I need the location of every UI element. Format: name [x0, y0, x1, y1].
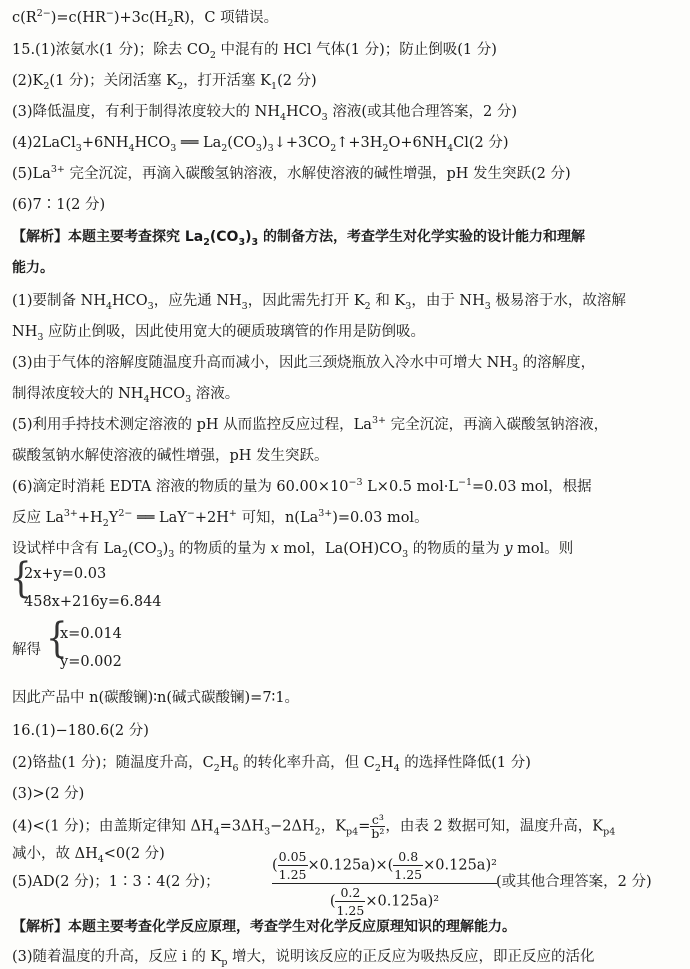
- q15-3: (3)降低温度，有利于制得浓度较大的 $NH_4HCO_3$ 溶液(或其他合理答案，2 分): [12, 104, 517, 123]
- equation: y=0.002: [60, 654, 122, 670]
- q16-4-cont: 减小，故 $\Delta H_4<0(2$ 分): [12, 846, 165, 865]
- fraction: $\frac{\text{c³}}{\text{b²}}$: [371, 812, 385, 842]
- equation: 458x+216y=6.844: [24, 594, 162, 610]
- analysis-heading: 【解析】本题主要考查化学反应原理，考查学生对化学反应原理知识的理解能力。: [12, 919, 516, 935]
- text-line: 制得浓度较大的 $NH_4HCO_3$ 溶液。: [12, 386, 240, 405]
- equation: x=0.014: [60, 626, 122, 642]
- equation: 2x+y=0.03: [24, 566, 107, 582]
- text-line: 碳酸氢钠水解使溶液的碱性增强，pH 发生突跃。: [12, 448, 329, 464]
- q15-1: 15.(1)浓氨水(1 分)；除去 $CO_2$ 中混有的 HCl 气体(1 分)；防止倒吸(1 分): [12, 42, 497, 61]
- text-line: $c(R^{2-})=c(HR^-)+3c(H_2R)$，C 项错误。: [12, 8, 279, 29]
- text-line: (3)随着温度的升高，反应 i 的 $K_p$ 增大，说明该反应的正反应为吸热反应，即正反应的活化: [12, 949, 595, 968]
- q16-5: (5)AD(2 分)；1∶3∶4(2 分)；: [12, 874, 220, 890]
- text-line: $NH_3$ 应防止倒吸，因此使用宽大的硬质玻璃管的作用是防倒吸。: [12, 324, 425, 343]
- analysis-heading: 【解析】本题主要考查探究 $La_2(CO_3)_3$ 的制备方法，考查学生对化学实验的设计能力和理解: [12, 229, 585, 248]
- text-line: 解得: [12, 642, 41, 658]
- q15-5: $(5)La^{3+}$ 完全沉淀，再滴入碳酸氢钠溶液，水解使溶液的碱性增强，pH 发生突跃(2 分): [12, 164, 571, 182]
- text-line: 反应 $La^{3+}+H_2Y^{2-}$ ══ LaY−+2H+ 可知，$n(La^{3+})=0.03$ mol。: [12, 508, 429, 529]
- analysis-heading-cont: 能力。: [12, 260, 54, 276]
- q15-2: $(2)K_2(1$ 分)；关闭活塞 $K_2$，打开活塞 $K_1(2$ 分): [12, 73, 317, 92]
- q16-3: (3)>(2 分): [12, 786, 85, 802]
- q16-5-note: (或其他合理答案，2 分): [496, 874, 652, 890]
- brace: {: [46, 615, 68, 663]
- q16-2: (2)铬盐(1 分)；随温度升高，$C_2H_6$ 的转化率升高，但 $C_2H_4$ 的选择性降低(1 分): [12, 755, 531, 774]
- text-line: (1)要制备 $NH_4HCO_3$，应先通 $NH_3$，因此需先打开 $K_2$ 和 $K_3$，由于 $NH_3$ 极易溶于水，故溶解: [12, 293, 626, 312]
- text-line: (6)滴定时消耗 EDTA 溶液的物质的量为 $60.00\times 10^{-3}$ L×0.5 $mol\cdot L^{-1}=0.03$ mol，根据: [12, 477, 592, 495]
- brace: {: [10, 555, 32, 603]
- text-line: (3)由于气体的溶解度随温度升高而减小，因此三颈烧瓶放入冷水中可增大 $NH_3$ 的溶解度，: [12, 355, 596, 374]
- text-line: (5)利用手持技术测定溶液的 pH 从而监控反应过程，$La^{3+}$ 完全沉淀，再滴入碳酸氢钠溶液，: [12, 415, 609, 433]
- q16-4: (4)<(1 分)；由盖斯定律知 $\Delta H_4=3\Delta H_3-2\Delta H_2$，$K_{p4}=$ $\frac{\text{c³}}{\text{b²}}$ ，由表 2 数据可知，温度升高，$K_{p4}$: [12, 812, 616, 842]
- text-line: 因此产品中 n(碳酸镧)∶n(碱式碳酸镧)=7∶1。: [12, 690, 300, 706]
- q15-4: $(4)2LaCl_3+6NH_4HCO_3$ ══ $La_2(CO_3)_3↓+3CO_2↑+3H_2O+6NH_4Cl(2$ 分): [12, 135, 509, 154]
- q16-1: 16.(1)−180.6(2 分): [12, 723, 149, 739]
- text-line: 设试样中含有 $La_2(CO_3)_3$ 的物质的量为 x mol，$La(OH)CO_3$ 的物质的量为 y mol。则: [12, 541, 574, 560]
- q15-6: (6)7∶1(2 分): [12, 197, 106, 213]
- kp-expression: ( $\frac{0.05}{1.25}$ ×0.125a)×( $\frac{0.8}{1.25}$ ×0.125a)² ( $\frac{0.2}{1.25}$ ×0.125a)²: [272, 849, 497, 919]
